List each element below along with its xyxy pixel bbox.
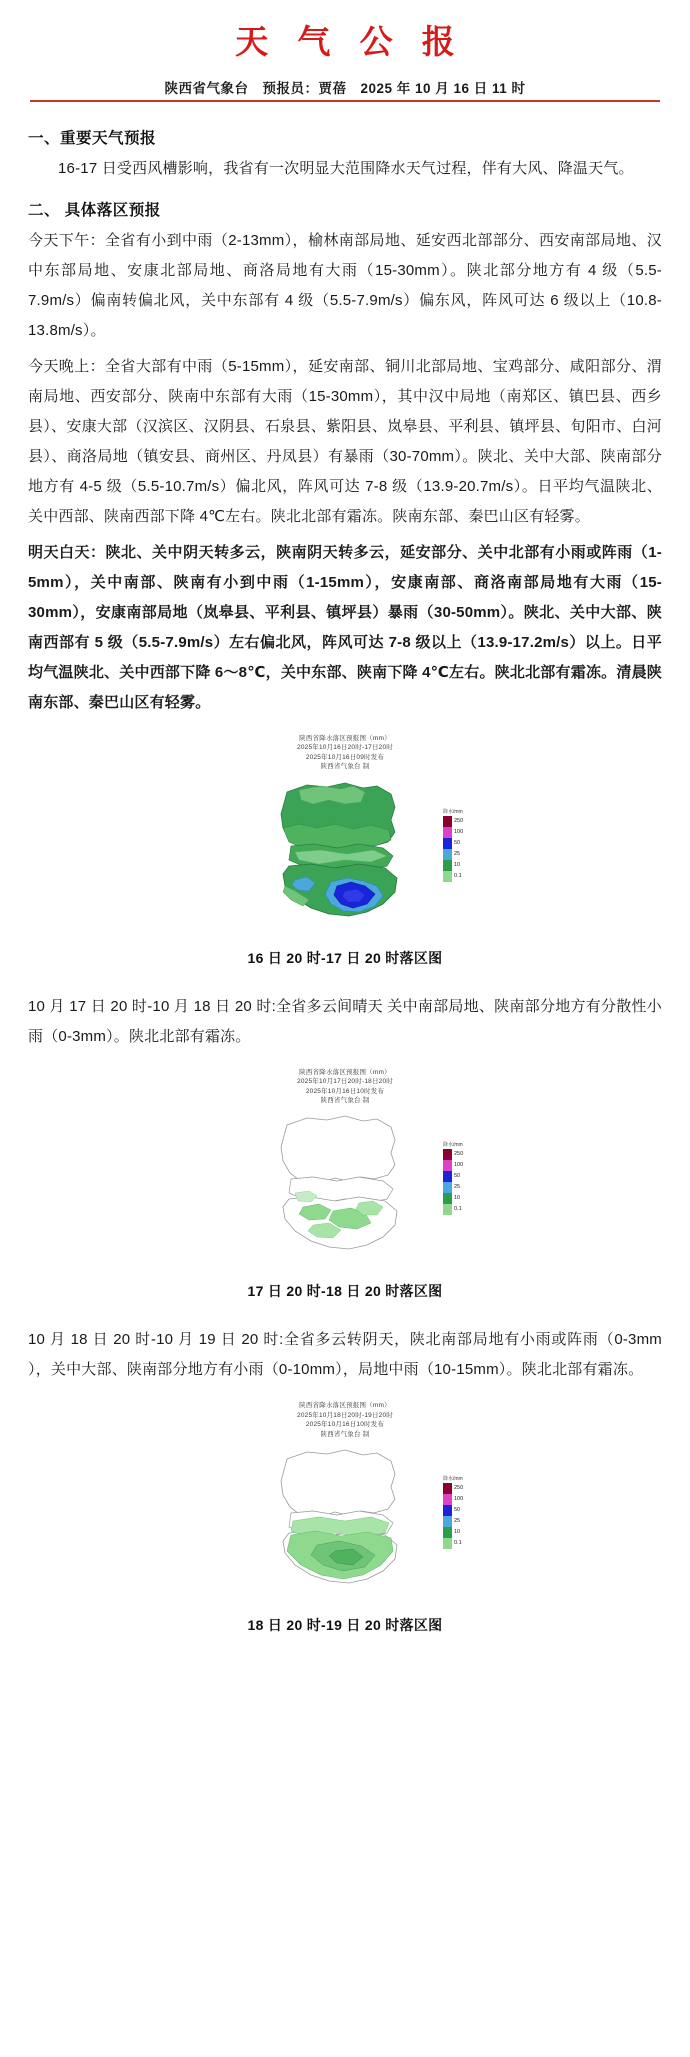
- legend-label: 0.1: [454, 872, 462, 879]
- map-header-line-2: 2025年10月18日20时-19日20时: [297, 1411, 393, 1419]
- map-header-line-4: 陕西省气象台 制: [320, 1096, 370, 1104]
- section-heading-2: 二、 具体落区预报: [28, 202, 161, 219]
- precipitation-map-figure-1: [0, 732, 690, 968]
- forecast-this-afternoon: 今天下午：全省有小到中雨（2-13mm），榆林南部局地、延安西北部部分、西安南部局地、汉中东部局地、安康北部局地、商洛局地有大雨（15-30mm）。陕北部分地方有 4 级（5.5-7.9m/s）偏南转偏北风，关中东部有 4 级（5.5-7.9m/s）偏东风，阵风可达 6 级以上（10.8-13.8m/s）。: [28, 232, 662, 339]
- map-header-2: [195, 1066, 495, 1106]
- map-header-line-2: 2025年10月16日20时-17日20时: [297, 744, 393, 752]
- section-heading-1: 一、重要天气预报: [28, 130, 157, 147]
- forecast-tonight: 今天晚上：全省大部有中雨（5-15mm），延安南部、铜川北部局地、宝鸡部分、咸阳部分、渭南局地、西安部分、陕南中东部有大雨（15-30mm），其中汉中局地（南郑区、镇巴县、西乡县）、安康大部（汉滨区、汉阴县、石泉县、紫阳县、岚皋县、平利县、镇坪县、旬阳市、白河县）、商洛局地（镇安县、商州区、丹凤县）有暴雨（30-70mm）。陕北、关中大部、陕南部分地方有 4-5 级（5.5-10.7m/s）偏北风，阵风可达 7-8 级（13.9-20.7m/s）。日平均气温陕北、关中西部、陕南西部下降 4℃左右。陕北北部有霜冻。陕南东部、秦巴山区有轻雾。: [28, 358, 662, 525]
- legend-swatches-1: [443, 816, 452, 882]
- byline-rule: [30, 77, 660, 102]
- map-header-3: [195, 1399, 495, 1439]
- legend-label: 50: [454, 839, 461, 846]
- legend-swatches-2: [443, 1149, 452, 1215]
- legend-label: 0.1: [454, 1206, 462, 1213]
- byline: 陕西省气象台 预报员：贾蓓 2025 年 10 月 16 日 11 时: [164, 81, 526, 96]
- legend-title-2: 降水/mm: [443, 1142, 463, 1149]
- precipitation-map-figure-2: [0, 1066, 690, 1302]
- legend-labels-1: [454, 816, 463, 882]
- legend-label: 100: [454, 1496, 464, 1503]
- legend-title-1: 降水/mm: [443, 808, 463, 815]
- document-content: [0, 102, 690, 718]
- map-caption-3: 18 日 20 时-19 日 20 时落区图: [247, 1617, 443, 1634]
- forecast-oct17-oct18: 10 月 17 日 20 时-10 月 18 日 20 时:全省多云间晴天 关中南部局地、陕南部分地方有分散性小雨（0-3mm）。陕北北部有霜冻。: [28, 997, 662, 1045]
- map-canvas-3: [195, 1441, 495, 1609]
- legend-label: 50: [454, 1507, 461, 1514]
- map-header-line-3: 2025年10月16日09时发布: [305, 753, 385, 761]
- legend-label: 100: [454, 1162, 464, 1169]
- forecast-tomorrow-daytime: 明天白天：陕北、关中阴天转多云，陕南阴天转多云，延安部分、关中北部有小雨或阵雨（1-5mm），关中南部、陕南有小到中雨（1-15mm），安康南部、商洛南部局地有大雨（15-30mm），安康南部局地（岚皋县、平利县、镇坪县）暴雨（30-50mm）。陕北、关中大部、陕南西部有 5 级（5.5-7.9m/s）左右偏北风，阵风可达 7-8 级以上（13.9-17.2m/s）以上。日平均气温陕北、关中西部下降 6～8℃，关中东部、陕南下降 4℃左右。陕北北部有霜冻。清晨陕南东部、秦巴山区有轻雾。: [28, 544, 662, 711]
- map-header-line-1: 陕西省降水落区预报图（mm）: [299, 1068, 391, 1076]
- map-container-1: [195, 732, 495, 942]
- map-header-line-2: 2025年10月17日20时-18日20时: [297, 1078, 393, 1086]
- map-legend-1: [443, 808, 477, 882]
- map-caption-2: 17 日 20 时-18 日 20 时落区图: [247, 1283, 443, 1300]
- legend-label: 250: [454, 1151, 464, 1158]
- legend-label: 10: [454, 1195, 461, 1202]
- map-caption-1: 16 日 20 时-17 日 20 时落区图: [247, 949, 443, 966]
- map-legend-3: [443, 1475, 477, 1549]
- legend-label: 50: [454, 1173, 461, 1180]
- legend-label: 250: [454, 1485, 464, 1492]
- legend-title-3: 降水/mm: [443, 1476, 463, 1483]
- legend-bar-1: [443, 816, 477, 882]
- legend-labels-3: [454, 1483, 463, 1549]
- legend-bar-2: [443, 1149, 477, 1215]
- forecast-oct18-oct19: 10 月 18 日 20 时-10 月 19 日 20 时:全省多云转阴天，陕北南部局地有小雨或阵雨（0-3mm ），关中大部、陕南部分地方有小雨（0-10mm），局地中雨（10-15mm）。陕北北部有霜冻。: [28, 1331, 662, 1379]
- map-canvas-2: [195, 1107, 495, 1275]
- legend-label: 10: [454, 861, 461, 868]
- map-header-1: [195, 732, 495, 772]
- map-header-line-3: 2025年10月16日10时发布: [305, 1087, 385, 1095]
- page-title: 天 气 公 报: [235, 23, 465, 60]
- legend-label: 250: [454, 817, 464, 824]
- legend-swatches-3: [443, 1483, 452, 1549]
- between-text-block-1: [0, 976, 690, 1052]
- map-header-line-1: 陕西省降水落区预报图（mm）: [299, 1402, 391, 1410]
- precipitation-map-figure-3: [0, 1399, 690, 1635]
- map-header-line-4: 陕西省气象台 制: [320, 1430, 370, 1438]
- legend-labels-2: [454, 1149, 463, 1215]
- section-1-paragraph-1: 16-17 日受西风槽影响，我省有一次明显大范围降水天气过程，伴有大风、降温天气。: [58, 160, 634, 177]
- map-container-3: [195, 1399, 495, 1609]
- map-header-line-3: 2025年10月16日10时发布: [305, 1421, 385, 1429]
- map-legend-2: [443, 1141, 477, 1215]
- legend-bar-3: [443, 1483, 477, 1549]
- legend-label: 25: [454, 850, 461, 857]
- legend-label: 100: [454, 828, 464, 835]
- legend-label: 25: [454, 1518, 461, 1525]
- map-container-2: [195, 1066, 495, 1276]
- map-header-line-1: 陕西省降水落区预报图（mm）: [299, 735, 391, 742]
- legend-label: 0.1: [454, 1540, 462, 1547]
- legend-label: 25: [454, 1184, 461, 1191]
- legend-label: 10: [454, 1529, 461, 1536]
- map-header-line-4: 陕西省气象台 制: [320, 763, 370, 771]
- between-text-block-2: [0, 1309, 690, 1385]
- map-canvas-1: [195, 774, 495, 942]
